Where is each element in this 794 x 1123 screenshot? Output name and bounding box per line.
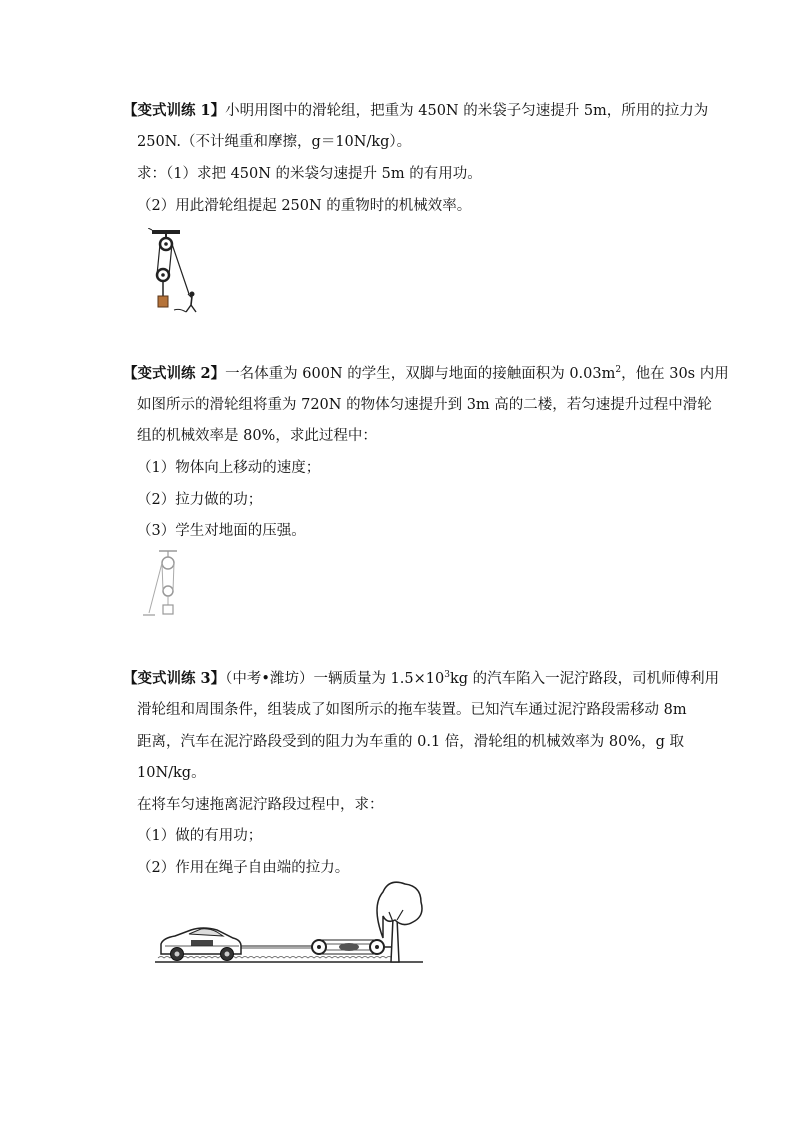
problem-2-line-4: （1）物体向上移动的速度； — [137, 460, 321, 476]
car-tow-figure — [153, 878, 428, 968]
problem-3-label: 【变式训练 3】 — [123, 670, 226, 687]
problem-3-text-1a: （中考•潍坊）一辆质量为 1.5×10 — [225, 671, 445, 687]
problem-2-line-2: 如图所示的滑轮组将重为 720N 的物体匀速提升到 3m 高的二楼，若匀速提升过程中滑轮 — [137, 397, 712, 413]
pulley-person-figure — [148, 228, 208, 314]
problem-2-text-1b: ，他在 30s 内用 — [621, 366, 729, 382]
problem-1-line-4: （2）用此滑轮组提起 250N 的重物时的机械效率。 — [137, 198, 472, 214]
problem-3-line-1 — [123, 669, 719, 689]
problem-2-label: 【变式训练 2】 — [123, 365, 226, 382]
pulley-block-figure — [143, 549, 183, 619]
problem-1-line-2: 250N.（不计绳重和摩擦，g＝10N/kg）。 — [137, 134, 412, 150]
problem-3-line-5: 在将车匀速拖离泥泞路段过程中，求： — [137, 797, 384, 813]
problem-2-line-5: （2）拉力做的功； — [137, 492, 263, 508]
problem-2-line-1 — [123, 364, 729, 384]
problem-1-text-1: 小明用图中的滑轮组，把重为 450N 的米袋子匀速提升 5m，所用的拉力为 — [225, 103, 709, 119]
problem-1-line-1 — [123, 101, 708, 121]
problem-3-line-2: 滑轮组和周围条件，组装成了如图所示的拖车装置。已知汽车通过泥泞路段需移动 8m — [137, 702, 687, 718]
problem-3-line-3: 距离，汽车在泥泞路段受到的阻力为车重的 0.1 倍，滑轮组的机械效率为 80%，g 取 — [137, 734, 685, 750]
problem-2-superscript: 2 — [615, 365, 622, 375]
problem-2-line-3: 组的机械效率是 80%，求此过程中： — [137, 428, 377, 444]
problem-3-superscript: 3 — [444, 670, 450, 680]
problem-2-line-6: （3）学生对地面的压强。 — [137, 523, 306, 539]
problem-1-line-3: 求：（1）求把 450N 的米袋匀速提升 5m 的有用功。 — [137, 166, 482, 182]
problem-3-line-6: （1）做的有用功； — [137, 828, 263, 844]
problem-3-line-4: 10N/kg。 — [137, 765, 206, 781]
problem-1-label: 【变式训练 1】 — [123, 102, 226, 119]
problem-3-text-1b: kg 的汽车陷入一泥泞路段，司机师傅利用 — [449, 671, 720, 687]
problem-2-text-1a: 一名体重为 600N 的学生，双脚与地面的接触面积为 0.03m — [225, 366, 616, 382]
problem-3-line-7: （2）作用在绳子自由端的拉力。 — [137, 860, 350, 876]
